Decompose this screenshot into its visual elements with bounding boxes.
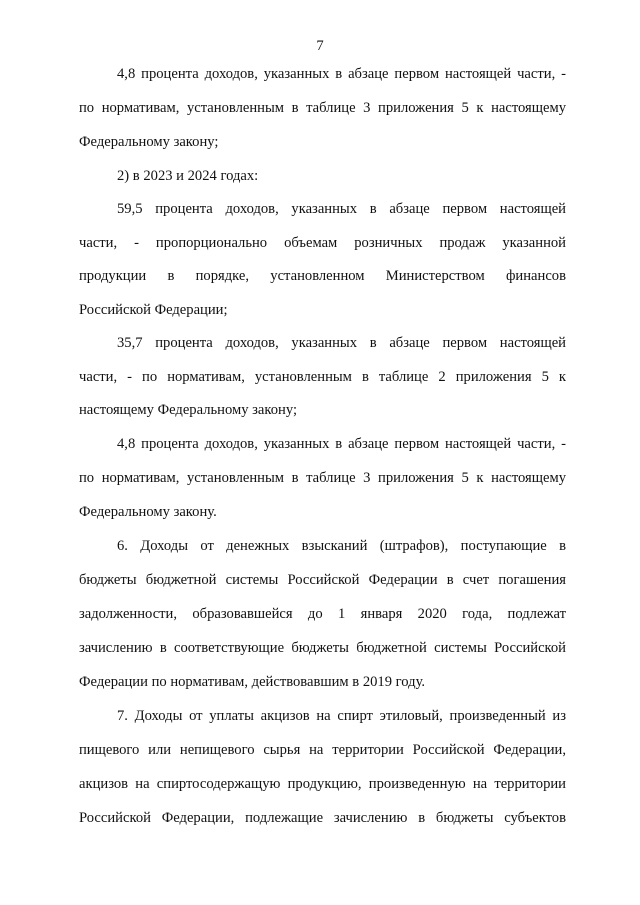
text-line: 4,8 процента доходов, указанных в абзаце первом настоящей части, - bbox=[117, 66, 566, 82]
text-line: 6. Доходы от денежных взысканий (штрафов), поступающие в bbox=[117, 538, 566, 554]
text-line: 7. Доходы от уплаты акцизов на спирт этиловый, произведенный из bbox=[117, 708, 566, 724]
text-line: зачислению в соответствующие бюджеты бюджетной системы Российской bbox=[79, 640, 566, 656]
text-line: продукции в порядке, установленном Министерством финансов bbox=[79, 268, 566, 284]
text-line: 4,8 процента доходов, указанных в абзаце первом настоящей части, - bbox=[117, 436, 566, 452]
text-line: части, - по нормативам, установленным в таблице 2 приложения 5 к bbox=[79, 369, 566, 385]
text-line: Федеральному закону. bbox=[79, 504, 217, 520]
text-line: задолженности, образовавшейся до 1 января 2020 года, подлежат bbox=[79, 606, 566, 622]
page-number: 7 bbox=[316, 38, 324, 54]
text-line: Российской Федерации; bbox=[79, 302, 228, 318]
text-line: 2) в 2023 и 2024 годах: bbox=[117, 168, 259, 184]
text-line: по нормативам, установленным в таблице 3 приложения 5 к настоящему bbox=[79, 470, 566, 486]
text-line: пищевого или непищевого сырья на территории Российской Федерации, bbox=[79, 742, 566, 758]
text-line: по нормативам, установленным в таблице 3 приложения 5 к настоящему bbox=[79, 100, 566, 116]
text-line: настоящему Федеральному закону; bbox=[79, 402, 298, 418]
text-line: бюджеты бюджетной системы Российской Федерации в счет погашения bbox=[79, 572, 566, 588]
text-line: Российской Федерации, подлежащие зачислению в бюджеты субъектов bbox=[79, 810, 566, 826]
text-line: Федерации по нормативам, действовавшим в 2019 году. bbox=[79, 674, 426, 690]
text-line: Федеральному закону; bbox=[79, 134, 219, 150]
text-line: акцизов на спиртосодержащую продукцию, произведенную на территории bbox=[79, 776, 566, 792]
text-line: 35,7 процента доходов, указанных в абзаце первом настоящей bbox=[117, 335, 566, 351]
text-line: части, - пропорционально объемам розничных продаж указанной bbox=[79, 235, 566, 251]
text-line: 59,5 процента доходов, указанных в абзаце первом настоящей bbox=[117, 201, 566, 217]
